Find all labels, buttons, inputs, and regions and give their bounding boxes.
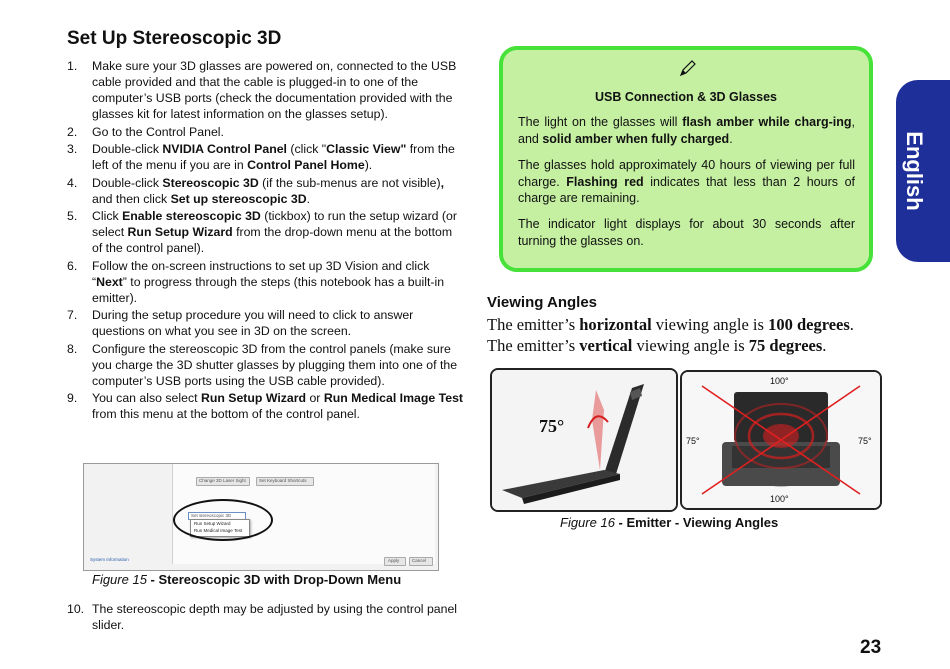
figure-16-caption <box>560 515 778 530</box>
menu-item-run-medical-image-test[interactable]: Run Medical Image Test <box>194 528 243 533</box>
text-run: ). <box>364 158 373 172</box>
setup-steps-list <box>67 58 465 424</box>
text-run: The glasses hold approximately 40 hours of viewing per full charge. <box>518 158 855 189</box>
right-angle-label: 75° <box>858 436 872 446</box>
figure-15-screenshot <box>83 463 439 571</box>
step-item <box>67 141 465 173</box>
text-run: from the left of the menu if you are in <box>92 142 455 172</box>
top-view-image <box>680 370 882 510</box>
step-item <box>67 208 465 256</box>
text-run: The emitter’s <box>487 315 580 334</box>
step-item-10 <box>67 601 465 633</box>
language-tab-label: English <box>902 131 927 211</box>
bold-text-run: Run Setup Wizard <box>127 225 233 239</box>
bold-text-run: Enable stereoscopic 3D <box>122 209 261 223</box>
text-run: The indicator light displays for about 30 seconds after turning the glasses on. <box>518 217 855 248</box>
bold-text-run: Classic View" <box>326 142 407 156</box>
figure-15-caption <box>92 572 401 587</box>
step-number: 9. <box>67 391 78 405</box>
step-item <box>67 124 465 140</box>
step-text <box>92 259 444 305</box>
step-text <box>92 125 224 139</box>
bold-text-run: 100 degrees <box>768 315 850 334</box>
text-run: Click <box>92 209 123 223</box>
text-run: and then click <box>92 191 171 206</box>
viewing-angles-heading: Viewing Angles <box>487 294 598 311</box>
highlight-oval <box>173 499 273 541</box>
caption-label: Figure 15 <box>92 572 147 587</box>
bold-text-run: Next <box>96 274 123 289</box>
caption-title: Emitter - Viewing Angles <box>626 515 779 530</box>
keyboard-shortcuts-label: Set Keyboard Shortcuts <box>259 478 307 483</box>
text-run: Double-click <box>92 175 163 190</box>
text-run: . <box>822 336 827 355</box>
step-item <box>67 258 465 306</box>
note-title: USB Connection & 3D Glasses <box>595 90 777 104</box>
text-run: Configure the stereoscopic 3D from the control panels (make sure you charge the 3D shutter glasses by plugging them into one of the computer’s USB ports using the USB cable provided). <box>92 341 458 388</box>
side-view-image <box>490 368 678 512</box>
section-heading: Set Up Stereoscopic 3D <box>67 28 282 49</box>
text-run: (click " <box>286 142 327 156</box>
top-angle-label: 100° <box>770 376 789 386</box>
step-text <box>92 391 463 421</box>
apply-button[interactable] <box>384 557 406 566</box>
vertical-angle-label: 75° <box>539 416 565 436</box>
text-run: The light on the glasses will <box>518 115 683 129</box>
text-run: During the setup procedure you will need to click to answer questions on what you see in 3D on the screen. <box>92 308 414 338</box>
apply-label: Apply <box>388 558 400 563</box>
cancel-button[interactable] <box>409 557 433 566</box>
bold-text-run: Set up stereoscopic 3D <box>170 191 307 206</box>
horizontal-angle-sentence <box>487 315 854 335</box>
text-run: Make sure your 3D glasses are powered on, connected to the USB cable provided and that the cable is plugged-in to one of the computer’s USB ports (check the documentation provided with the glasses kit for latest information on the glasses setup). <box>92 59 457 121</box>
text-run: viewing angle is <box>632 336 749 355</box>
step-item <box>67 58 465 122</box>
step-item <box>67 175 465 207</box>
bold-text-run: Control Panel Home <box>247 158 365 172</box>
note-paragraph <box>518 216 855 249</box>
text-run: (if the sub-menus are not visible) <box>258 175 441 190</box>
text-run: , and <box>518 115 855 146</box>
text-run: Double-click <box>92 142 163 156</box>
laptop-front-illustration <box>682 372 880 508</box>
laptop-side-illustration <box>492 370 676 510</box>
step-number: 5. <box>67 209 78 223</box>
text-run: from the drop-down menu at the bottom of the control panel). <box>92 225 453 255</box>
laser-sight-button[interactable] <box>196 477 250 486</box>
note-paragraph <box>518 157 855 207</box>
step-text <box>92 342 457 388</box>
text-run: from this menu at the bottom of the control panel. <box>92 407 360 421</box>
step-text <box>92 308 413 338</box>
emitter-glow <box>763 424 799 448</box>
vertical-angle-sentence <box>487 336 826 356</box>
bold-text-run: Flashing red <box>566 174 644 189</box>
step-text: The stereoscopic depth may be adjusted by using the control panel slider. <box>92 602 458 632</box>
bold-text-run: horizontal <box>579 315 652 334</box>
step-number: 2. <box>67 124 78 139</box>
bold-text-run: Run Medical Image Test <box>323 391 463 405</box>
language-tab <box>896 80 950 262</box>
bold-text-run: , <box>440 175 444 190</box>
step-text <box>92 176 444 206</box>
caption-separator: - <box>146 572 159 587</box>
step-number: 6. <box>67 258 78 273</box>
usb-note-box <box>499 46 873 272</box>
step-text <box>92 59 456 121</box>
text-run: Go to the Control Panel. <box>92 124 224 139</box>
step-item <box>67 341 465 389</box>
step-number: 8. <box>67 341 78 356</box>
caption-title: Stereoscopic 3D with Drop-Down Menu <box>158 572 402 587</box>
caption-separator: - <box>614 515 627 530</box>
text-run: ” to progress through the steps (this notebook has a built-in emitter). <box>92 274 445 305</box>
text-run: . <box>306 191 311 206</box>
text-run: . <box>849 315 854 334</box>
laser-sight-label: Change 3D Laser Sight <box>199 478 246 483</box>
step-number: 3. <box>67 142 78 156</box>
system-information-link[interactable]: System Information <box>90 557 129 562</box>
step-text <box>92 142 455 172</box>
step-number: 10. <box>67 602 85 616</box>
step-number: 7. <box>67 308 78 322</box>
step-text <box>92 209 457 255</box>
step-item <box>67 307 465 339</box>
text-run: You can also select <box>92 391 201 405</box>
bottom-angle-label: 100° <box>770 494 789 504</box>
text-run: . <box>729 131 733 146</box>
left-angle-label: 75° <box>686 436 700 446</box>
bold-text-run: flash amber while charg-ing <box>682 115 852 129</box>
pencil-icon <box>678 58 698 78</box>
step-item <box>67 390 465 422</box>
step-number: 1. <box>67 59 78 73</box>
bold-text-run: 75 degrees <box>748 336 823 355</box>
cancel-label: Cancel <box>412 558 427 563</box>
page-number: 23 <box>860 637 882 658</box>
dropdown-value: Set stereoscopic 3D <box>191 513 232 518</box>
text-run: The emitter’s <box>487 336 580 355</box>
note-paragraph <box>518 114 855 147</box>
bold-text-run: vertical <box>579 336 633 355</box>
bold-text-run: Run Setup Wizard <box>200 391 307 405</box>
text-run: indicates that less than 2 hours of charge are remaining. <box>518 174 855 205</box>
bold-text-run: Stereoscopic 3D <box>162 175 259 190</box>
menu-item-run-setup-wizard[interactable]: Run Setup Wizard <box>194 521 231 526</box>
caption-label: Figure 16 <box>560 515 615 530</box>
text-run: Follow the on-screen instructions to set up 3D Vision and click “ <box>92 258 430 289</box>
bold-text-run: solid amber when fully charged <box>542 131 730 146</box>
text-run: viewing angle is <box>651 315 769 334</box>
text-run: (tickbox) to run the setup wizard (or select <box>92 209 457 239</box>
text-run: or <box>306 391 324 405</box>
step-number: 4. <box>67 175 78 190</box>
bold-text-run: NVIDIA Control Panel <box>162 142 287 156</box>
keyboard-shortcuts-button[interactable] <box>256 477 314 486</box>
